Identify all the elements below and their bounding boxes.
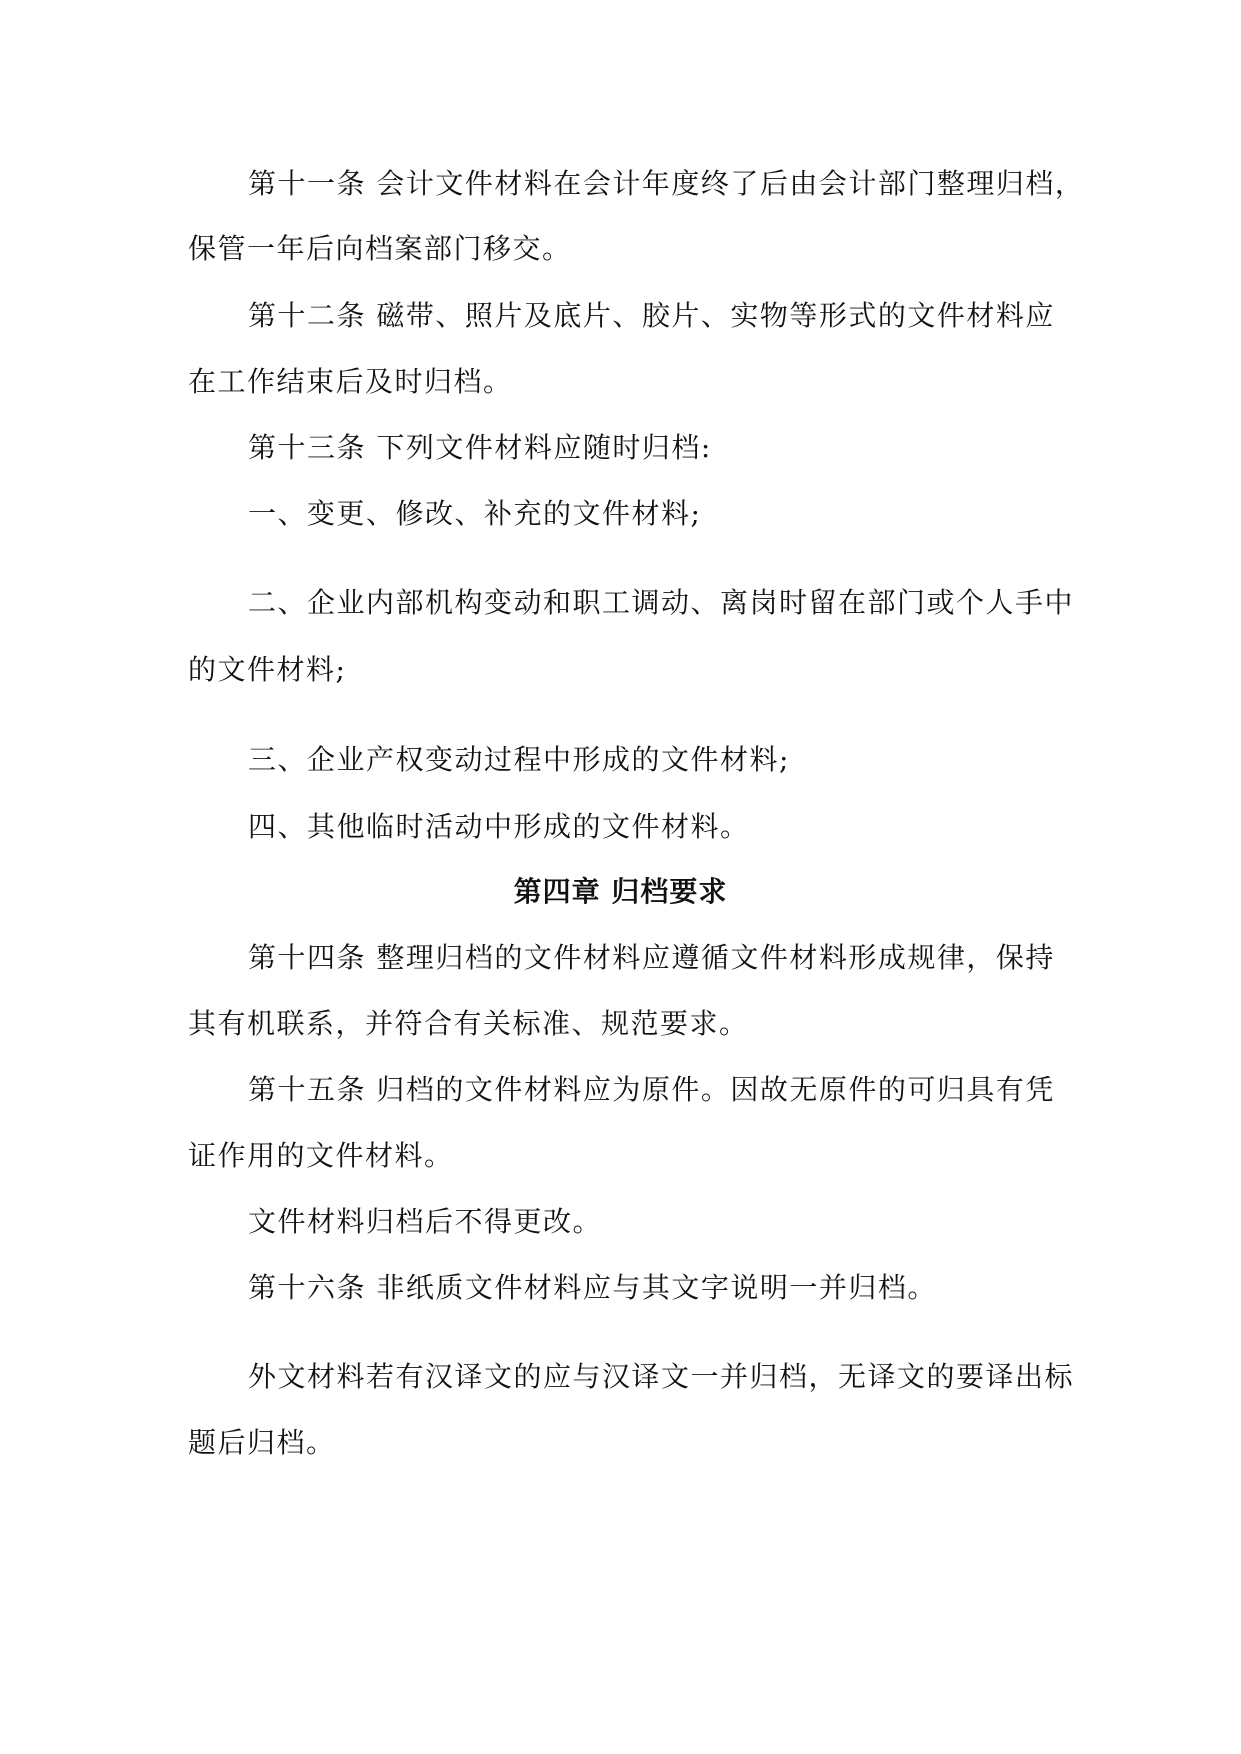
article-13-item-3: 三、企业产权变动过程中形成的文件材料; xyxy=(248,743,790,776)
article-12-line-1: 第十二条 磁带、照片及底片、胶片、实物等形式的文件材料应 xyxy=(248,299,1055,332)
article-13-item-1: 一、变更、修改、补充的文件材料; xyxy=(248,497,702,530)
article-16-line: 第十六条 非纸质文件材料应与其文字说明一并归档。 xyxy=(248,1271,937,1304)
article-14-line-1: 第十四条 整理归档的文件材料应遵循文件材料形成规律，保持 xyxy=(248,941,1055,974)
article-15-note: 文件材料归档后不得更改。 xyxy=(248,1205,603,1238)
article-16-note-line-1: 外文材料若有汉译文的应与汉译文一并归档，无译文的要译出标 xyxy=(248,1360,1075,1393)
article-13-item-4: 四、其他临时活动中形成的文件材料。 xyxy=(248,810,750,843)
article-16-note-line-2: 题后归档。 xyxy=(188,1426,336,1459)
chapter-4-heading: 第四章 归档要求 xyxy=(513,875,728,908)
article-13-item-2-line-2: 的文件材料; xyxy=(188,653,347,686)
article-11-line-1: 第十一条 会计文件材料在会计年度终了后由会计部门整理归档， xyxy=(248,167,1085,200)
article-14-line-2: 其有机联系，并符合有关标准、规范要求。 xyxy=(188,1007,749,1040)
article-13-line: 第十三条 下列文件材料应随时归档: xyxy=(248,431,712,464)
article-15-line-2: 证作用的文件材料。 xyxy=(188,1139,454,1172)
article-11-line-2: 保管一年后向档案部门移交。 xyxy=(188,232,572,265)
article-13-item-2-line-1: 二、企业内部机构变动和职工调动、离岗时留在部门或个人手中 xyxy=(248,586,1075,619)
article-12-line-2: 在工作结束后及时归档。 xyxy=(188,365,513,398)
article-15-line-1: 第十五条 归档的文件材料应为原件。因故无原件的可归具有凭 xyxy=(248,1073,1055,1106)
